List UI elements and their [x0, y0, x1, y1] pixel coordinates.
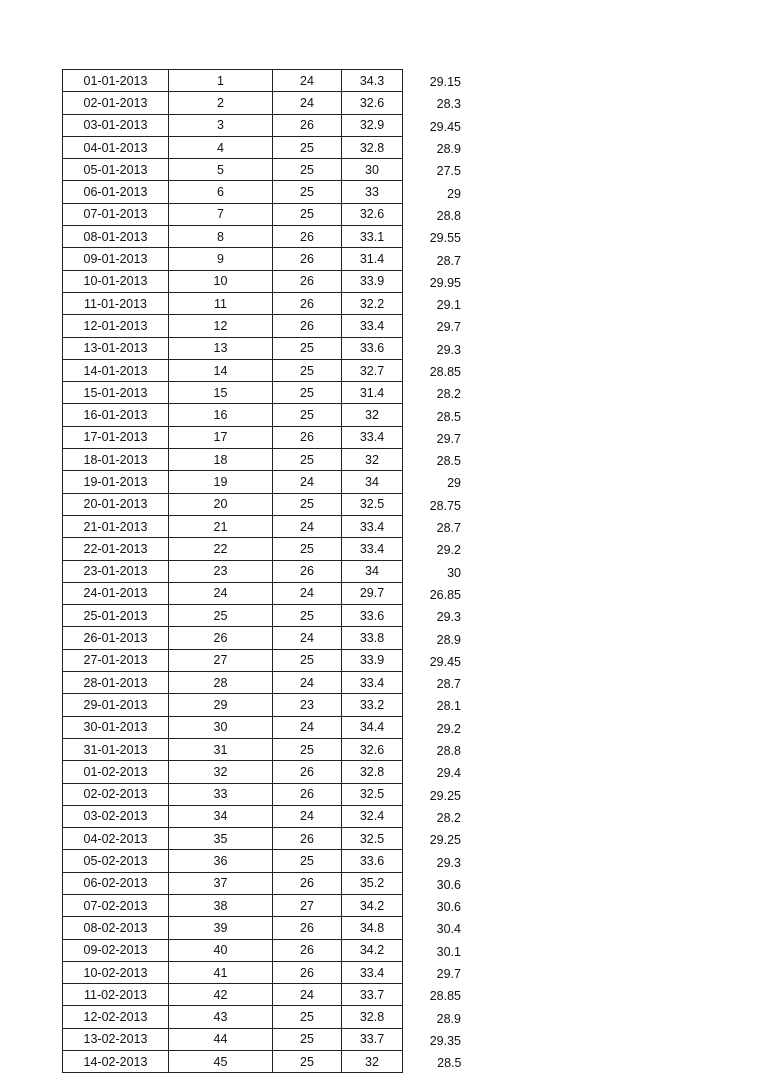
date-cell[interactable]: 16-01-2013 [63, 404, 169, 426]
date-cell[interactable]: 04-01-2013 [63, 136, 169, 158]
min-cell[interactable]: 26 [273, 783, 342, 805]
min-cell[interactable]: 26 [273, 292, 342, 314]
day-cell[interactable]: 41 [169, 961, 273, 983]
table-row [63, 270, 462, 292]
min-cell[interactable]: 25 [273, 1051, 342, 1073]
day-cell[interactable]: 15 [169, 382, 273, 404]
min-cell[interactable]: 25 [273, 136, 342, 158]
max-cell[interactable]: 30 [342, 159, 403, 181]
table-row [63, 672, 462, 694]
date-cell[interactable]: 06-01-2013 [63, 181, 169, 203]
avg-cell[interactable]: 29.7 [436, 431, 461, 446]
date-cell[interactable]: 22-01-2013 [63, 538, 169, 560]
table-row [63, 337, 462, 359]
table-row [63, 515, 462, 537]
day-cell[interactable]: 31 [169, 738, 273, 760]
table-row [63, 315, 462, 337]
table-row [63, 605, 462, 627]
date-cell[interactable]: 18-01-2013 [63, 449, 169, 471]
date-cell[interactable]: 04-02-2013 [63, 828, 169, 850]
day-cell[interactable]: 13 [169, 337, 273, 359]
table-row [63, 493, 462, 515]
min-cell[interactable]: 24 [273, 471, 342, 493]
date-cell[interactable]: 23-01-2013 [63, 560, 169, 582]
date-cell[interactable]: 26-01-2013 [63, 627, 169, 649]
avg-cell[interactable]: 28.9 [436, 1011, 461, 1026]
max-cell[interactable]: 33.6 [342, 850, 403, 872]
date-cell[interactable]: 03-01-2013 [63, 114, 169, 136]
day-cell[interactable]: 36 [169, 850, 273, 872]
table-row [63, 159, 462, 181]
avg-cell[interactable]: 26.85 [429, 587, 461, 602]
date-cell[interactable]: 07-02-2013 [63, 894, 169, 916]
avg-cell[interactable]: 29.7 [436, 320, 461, 335]
min-cell[interactable]: 26 [273, 872, 342, 894]
min-cell[interactable]: 25 [273, 1028, 342, 1050]
avg-cell[interactable]: 29.15 [429, 75, 461, 90]
min-cell[interactable]: 24 [273, 672, 342, 694]
min-cell[interactable]: 26 [273, 828, 342, 850]
table-row [63, 761, 462, 783]
day-cell[interactable]: 26 [169, 627, 273, 649]
date-cell[interactable]: 17-01-2013 [63, 426, 169, 448]
max-cell[interactable]: 34.4 [342, 716, 403, 738]
date-cell[interactable]: 29-01-2013 [63, 694, 169, 716]
max-cell[interactable]: 31.4 [342, 248, 403, 270]
day-cell[interactable]: 20 [169, 493, 273, 515]
avg-cell[interactable]: 29.2 [436, 721, 461, 736]
day-cell[interactable]: 32 [169, 761, 273, 783]
table-row [63, 872, 462, 894]
date-cell[interactable]: 11-01-2013 [63, 292, 169, 314]
table-row [63, 136, 462, 158]
date-cell[interactable]: 05-01-2013 [63, 159, 169, 181]
max-cell[interactable]: 34 [342, 471, 403, 493]
avg-cell[interactable]: 28.9 [436, 142, 461, 157]
max-cell[interactable]: 32 [342, 449, 403, 471]
min-cell[interactable]: 26 [273, 226, 342, 248]
max-cell[interactable]: 33.4 [342, 426, 403, 448]
min-cell[interactable]: 23 [273, 694, 342, 716]
day-cell[interactable]: 23 [169, 560, 273, 582]
max-cell[interactable]: 29.7 [342, 582, 403, 604]
max-cell[interactable]: 32.8 [342, 1006, 403, 1028]
min-cell[interactable]: 26 [273, 114, 342, 136]
min-cell[interactable]: 25 [273, 203, 342, 225]
max-cell[interactable]: 32.7 [342, 359, 403, 381]
avg-cell[interactable]: 29 [447, 186, 461, 201]
date-cell[interactable]: 09-02-2013 [63, 939, 169, 961]
avg-cell[interactable]: 29.55 [429, 231, 461, 246]
max-cell[interactable]: 32.9 [342, 114, 403, 136]
table-row [63, 560, 462, 582]
max-cell[interactable]: 35.2 [342, 872, 403, 894]
min-cell[interactable]: 26 [273, 939, 342, 961]
day-cell[interactable]: 34 [169, 805, 273, 827]
table-row [63, 449, 462, 471]
avg-cell[interactable]: 28.7 [436, 677, 461, 692]
max-cell[interactable]: 33.6 [342, 605, 403, 627]
avg-cell[interactable]: 29.4 [436, 766, 461, 781]
min-cell[interactable]: 25 [273, 404, 342, 426]
date-cell[interactable]: 05-02-2013 [63, 850, 169, 872]
max-cell[interactable]: 32.2 [342, 292, 403, 314]
max-cell[interactable]: 33.4 [342, 315, 403, 337]
table-row [63, 627, 462, 649]
table-row [63, 850, 462, 872]
avg-cell[interactable]: 28.75 [429, 498, 461, 513]
avg-cell[interactable]: 28.5 [436, 409, 461, 424]
table-row [63, 939, 462, 961]
date-cell[interactable]: 30-01-2013 [63, 716, 169, 738]
max-cell[interactable]: 32.6 [342, 92, 403, 114]
avg-cell[interactable]: 29.35 [429, 1033, 461, 1048]
date-cell[interactable]: 24-01-2013 [63, 582, 169, 604]
table-row [63, 70, 462, 92]
table-row [63, 471, 462, 493]
date-cell[interactable]: 31-01-2013 [63, 738, 169, 760]
table-row [63, 359, 462, 381]
table-row [63, 404, 462, 426]
avg-cell[interactable]: 29.3 [436, 855, 461, 870]
day-cell[interactable]: 30 [169, 716, 273, 738]
table-row [63, 382, 462, 404]
max-cell[interactable]: 34.2 [342, 894, 403, 916]
data-table [62, 69, 462, 1073]
table-row [63, 805, 462, 827]
min-cell[interactable]: 26 [273, 917, 342, 939]
max-cell[interactable]: 32.8 [342, 136, 403, 158]
table-row [63, 203, 462, 225]
max-cell[interactable]: 32.4 [342, 805, 403, 827]
day-cell[interactable]: 5 [169, 159, 273, 181]
date-cell[interactable]: 27-01-2013 [63, 649, 169, 671]
avg-cell[interactable]: 29.25 [429, 833, 461, 848]
avg-cell[interactable]: 28.9 [436, 632, 461, 647]
day-cell[interactable]: 9 [169, 248, 273, 270]
max-cell[interactable]: 33.4 [342, 515, 403, 537]
min-cell[interactable]: 26 [273, 560, 342, 582]
avg-cell[interactable]: 29.3 [436, 342, 461, 357]
avg-cell[interactable]: 28.5 [436, 454, 461, 469]
date-cell[interactable]: 10-02-2013 [63, 961, 169, 983]
max-cell[interactable]: 33.9 [342, 270, 403, 292]
min-cell[interactable]: 27 [273, 894, 342, 916]
max-cell[interactable]: 32.5 [342, 783, 403, 805]
avg-cell[interactable]: 28.8 [436, 208, 461, 223]
avg-cell[interactable]: 30.4 [436, 922, 461, 937]
avg-cell[interactable]: 29.95 [429, 275, 461, 290]
date-cell[interactable]: 07-01-2013 [63, 203, 169, 225]
max-cell[interactable]: 34.8 [342, 917, 403, 939]
max-cell[interactable]: 33.4 [342, 961, 403, 983]
table-row [63, 738, 462, 760]
day-cell[interactable]: 8 [169, 226, 273, 248]
min-cell[interactable]: 25 [273, 159, 342, 181]
avg-cell[interactable]: 27.5 [436, 164, 461, 179]
avg-cell[interactable]: 28.2 [436, 387, 461, 402]
day-cell[interactable]: 21 [169, 515, 273, 537]
table-row [63, 582, 462, 604]
day-cell[interactable]: 7 [169, 203, 273, 225]
table-row [63, 961, 462, 983]
date-cell[interactable]: 02-01-2013 [63, 92, 169, 114]
table-row [63, 828, 462, 850]
table-row [63, 248, 462, 270]
table-row [63, 783, 462, 805]
table-row [63, 226, 462, 248]
avg-cell[interactable]: 30 [447, 565, 461, 580]
table-row [63, 894, 462, 916]
avg-cell[interactable]: 29.3 [436, 610, 461, 625]
day-cell[interactable]: 39 [169, 917, 273, 939]
date-cell[interactable]: 14-01-2013 [63, 359, 169, 381]
avg-cell[interactable]: 30.6 [436, 900, 461, 915]
min-cell[interactable]: 26 [273, 426, 342, 448]
max-cell[interactable]: 32.5 [342, 828, 403, 850]
date-cell[interactable]: 09-01-2013 [63, 248, 169, 270]
table-body [63, 70, 462, 1073]
date-cell[interactable]: 01-02-2013 [63, 761, 169, 783]
day-cell[interactable]: 11 [169, 292, 273, 314]
min-cell[interactable]: 24 [273, 92, 342, 114]
table-row [63, 426, 462, 448]
max-cell[interactable]: 32 [342, 1051, 403, 1073]
table-row [63, 694, 462, 716]
avg-cell[interactable]: 28.1 [436, 699, 461, 714]
day-cell[interactable]: 12 [169, 315, 273, 337]
date-cell[interactable]: 01-01-2013 [63, 70, 169, 92]
table-row [63, 114, 462, 136]
table-row [63, 538, 462, 560]
day-cell[interactable]: 24 [169, 582, 273, 604]
day-cell[interactable]: 35 [169, 828, 273, 850]
day-cell[interactable]: 45 [169, 1051, 273, 1073]
min-cell[interactable]: 24 [273, 582, 342, 604]
avg-cell[interactable]: 28.5 [437, 1056, 462, 1071]
date-cell[interactable]: 13-01-2013 [63, 337, 169, 359]
date-cell[interactable]: 08-01-2013 [63, 226, 169, 248]
day-cell[interactable]: 4 [169, 136, 273, 158]
avg-cell[interactable]: 28.3 [436, 97, 461, 112]
max-cell[interactable]: 31.4 [342, 382, 403, 404]
max-cell[interactable]: 33.2 [342, 694, 403, 716]
table-row [63, 716, 462, 738]
spreadsheet-sheet [62, 69, 462, 1073]
max-cell[interactable]: 33.6 [342, 337, 403, 359]
day-cell[interactable]: 18 [169, 449, 273, 471]
table-row [63, 917, 462, 939]
max-cell[interactable]: 33.8 [342, 627, 403, 649]
min-cell[interactable]: 24 [273, 70, 342, 92]
day-cell[interactable]: 37 [169, 872, 273, 894]
avg-cell[interactable]: 29.1 [436, 298, 461, 313]
avg-cell[interactable]: 28.2 [436, 810, 461, 825]
day-cell[interactable]: 28 [169, 672, 273, 694]
day-cell[interactable]: 33 [169, 783, 273, 805]
min-cell[interactable]: 25 [273, 493, 342, 515]
date-cell[interactable]: 13-02-2013 [63, 1028, 169, 1050]
day-cell[interactable]: 2 [169, 92, 273, 114]
min-cell[interactable]: 24 [273, 627, 342, 649]
table-row [63, 1051, 462, 1073]
min-cell[interactable]: 25 [273, 538, 342, 560]
min-cell[interactable]: 26 [273, 761, 342, 783]
day-cell[interactable]: 6 [169, 181, 273, 203]
max-cell[interactable]: 32.6 [342, 203, 403, 225]
min-cell[interactable]: 25 [273, 382, 342, 404]
avg-cell[interactable]: 28.85 [429, 989, 461, 1004]
avg-cell[interactable]: 28.7 [436, 521, 461, 536]
min-cell[interactable]: 25 [273, 181, 342, 203]
table-row [63, 984, 462, 1006]
min-cell[interactable]: 25 [273, 605, 342, 627]
day-cell[interactable]: 44 [169, 1028, 273, 1050]
date-cell[interactable]: 14-02-2013 [63, 1051, 169, 1073]
day-cell[interactable]: 16 [169, 404, 273, 426]
date-cell[interactable]: 10-01-2013 [63, 270, 169, 292]
day-cell[interactable]: 42 [169, 984, 273, 1006]
date-cell[interactable]: 25-01-2013 [63, 605, 169, 627]
date-cell[interactable]: 06-02-2013 [63, 872, 169, 894]
avg-cell[interactable]: 28.8 [436, 744, 461, 759]
day-cell[interactable]: 3 [169, 114, 273, 136]
day-cell[interactable]: 22 [169, 538, 273, 560]
day-cell[interactable]: 29 [169, 694, 273, 716]
max-cell[interactable]: 32.5 [342, 493, 403, 515]
avg-cell[interactable]: 29.45 [429, 654, 461, 669]
min-cell[interactable]: 26 [273, 270, 342, 292]
day-cell[interactable]: 10 [169, 270, 273, 292]
avg-cell[interactable]: 29 [447, 476, 461, 491]
avg-cell[interactable]: 29.2 [436, 543, 461, 558]
day-cell[interactable]: 27 [169, 649, 273, 671]
avg-cell[interactable]: 28.85 [429, 365, 461, 379]
max-cell[interactable]: 33.7 [342, 1028, 403, 1050]
date-cell[interactable]: 21-01-2013 [63, 515, 169, 537]
date-cell[interactable]: 12-01-2013 [63, 315, 169, 337]
table-row [63, 92, 462, 114]
date-cell[interactable]: 20-01-2013 [63, 493, 169, 515]
min-cell[interactable]: 25 [273, 1006, 342, 1028]
min-cell[interactable]: 26 [273, 961, 342, 983]
min-cell[interactable]: 24 [273, 984, 342, 1006]
min-cell[interactable]: 25 [273, 850, 342, 872]
avg-cell[interactable]: 29.7 [436, 967, 461, 982]
min-cell[interactable]: 24 [273, 805, 342, 827]
max-cell[interactable]: 34 [342, 560, 403, 582]
min-cell[interactable]: 25 [273, 359, 342, 381]
min-cell[interactable]: 24 [273, 515, 342, 537]
day-cell[interactable]: 14 [169, 359, 273, 381]
table-row [63, 1006, 462, 1028]
max-cell[interactable]: 33.7 [342, 984, 403, 1006]
avg-cell[interactable]: 29.45 [429, 119, 461, 134]
table-row [63, 292, 462, 314]
date-cell[interactable]: 08-02-2013 [63, 917, 169, 939]
max-cell[interactable]: 34.3 [342, 70, 403, 92]
date-cell[interactable]: 11-02-2013 [63, 984, 169, 1006]
min-cell[interactable]: 26 [273, 315, 342, 337]
max-cell[interactable]: 33 [342, 181, 403, 203]
date-cell[interactable]: 02-02-2013 [63, 783, 169, 805]
table-row [63, 181, 462, 203]
avg-cell[interactable]: 28.7 [436, 253, 461, 268]
min-cell[interactable]: 26 [273, 248, 342, 270]
date-cell[interactable]: 12-02-2013 [63, 1006, 169, 1028]
max-cell[interactable]: 33.4 [342, 672, 403, 694]
max-cell[interactable]: 33.9 [342, 649, 403, 671]
min-cell[interactable]: 25 [273, 449, 342, 471]
table-row [63, 1028, 462, 1050]
avg-cell[interactable]: 30.6 [436, 877, 461, 892]
max-cell[interactable]: 34.2 [342, 939, 403, 961]
day-cell[interactable]: 38 [169, 894, 273, 916]
date-cell[interactable]: 03-02-2013 [63, 805, 169, 827]
day-cell[interactable]: 25 [169, 605, 273, 627]
max-cell[interactable]: 32 [342, 404, 403, 426]
max-cell[interactable]: 33.4 [342, 538, 403, 560]
max-cell[interactable]: 32.8 [342, 761, 403, 783]
day-cell[interactable]: 19 [169, 471, 273, 493]
min-cell[interactable]: 25 [273, 738, 342, 760]
min-cell[interactable]: 25 [273, 337, 342, 359]
max-cell[interactable]: 32.6 [342, 738, 403, 760]
table-row [63, 649, 462, 671]
min-cell[interactable]: 24 [273, 716, 342, 738]
avg-cell[interactable]: 30.1 [436, 944, 461, 959]
date-cell[interactable]: 19-01-2013 [63, 471, 169, 493]
max-cell[interactable]: 33.1 [342, 226, 403, 248]
day-cell[interactable]: 1 [169, 70, 273, 92]
day-cell[interactable]: 17 [169, 426, 273, 448]
date-cell[interactable]: 28-01-2013 [63, 672, 169, 694]
date-cell[interactable]: 15-01-2013 [63, 382, 169, 404]
min-cell[interactable]: 25 [273, 649, 342, 671]
avg-cell[interactable]: 29.25 [429, 788, 461, 803]
day-cell[interactable]: 43 [169, 1006, 273, 1028]
day-cell[interactable]: 40 [169, 939, 273, 961]
